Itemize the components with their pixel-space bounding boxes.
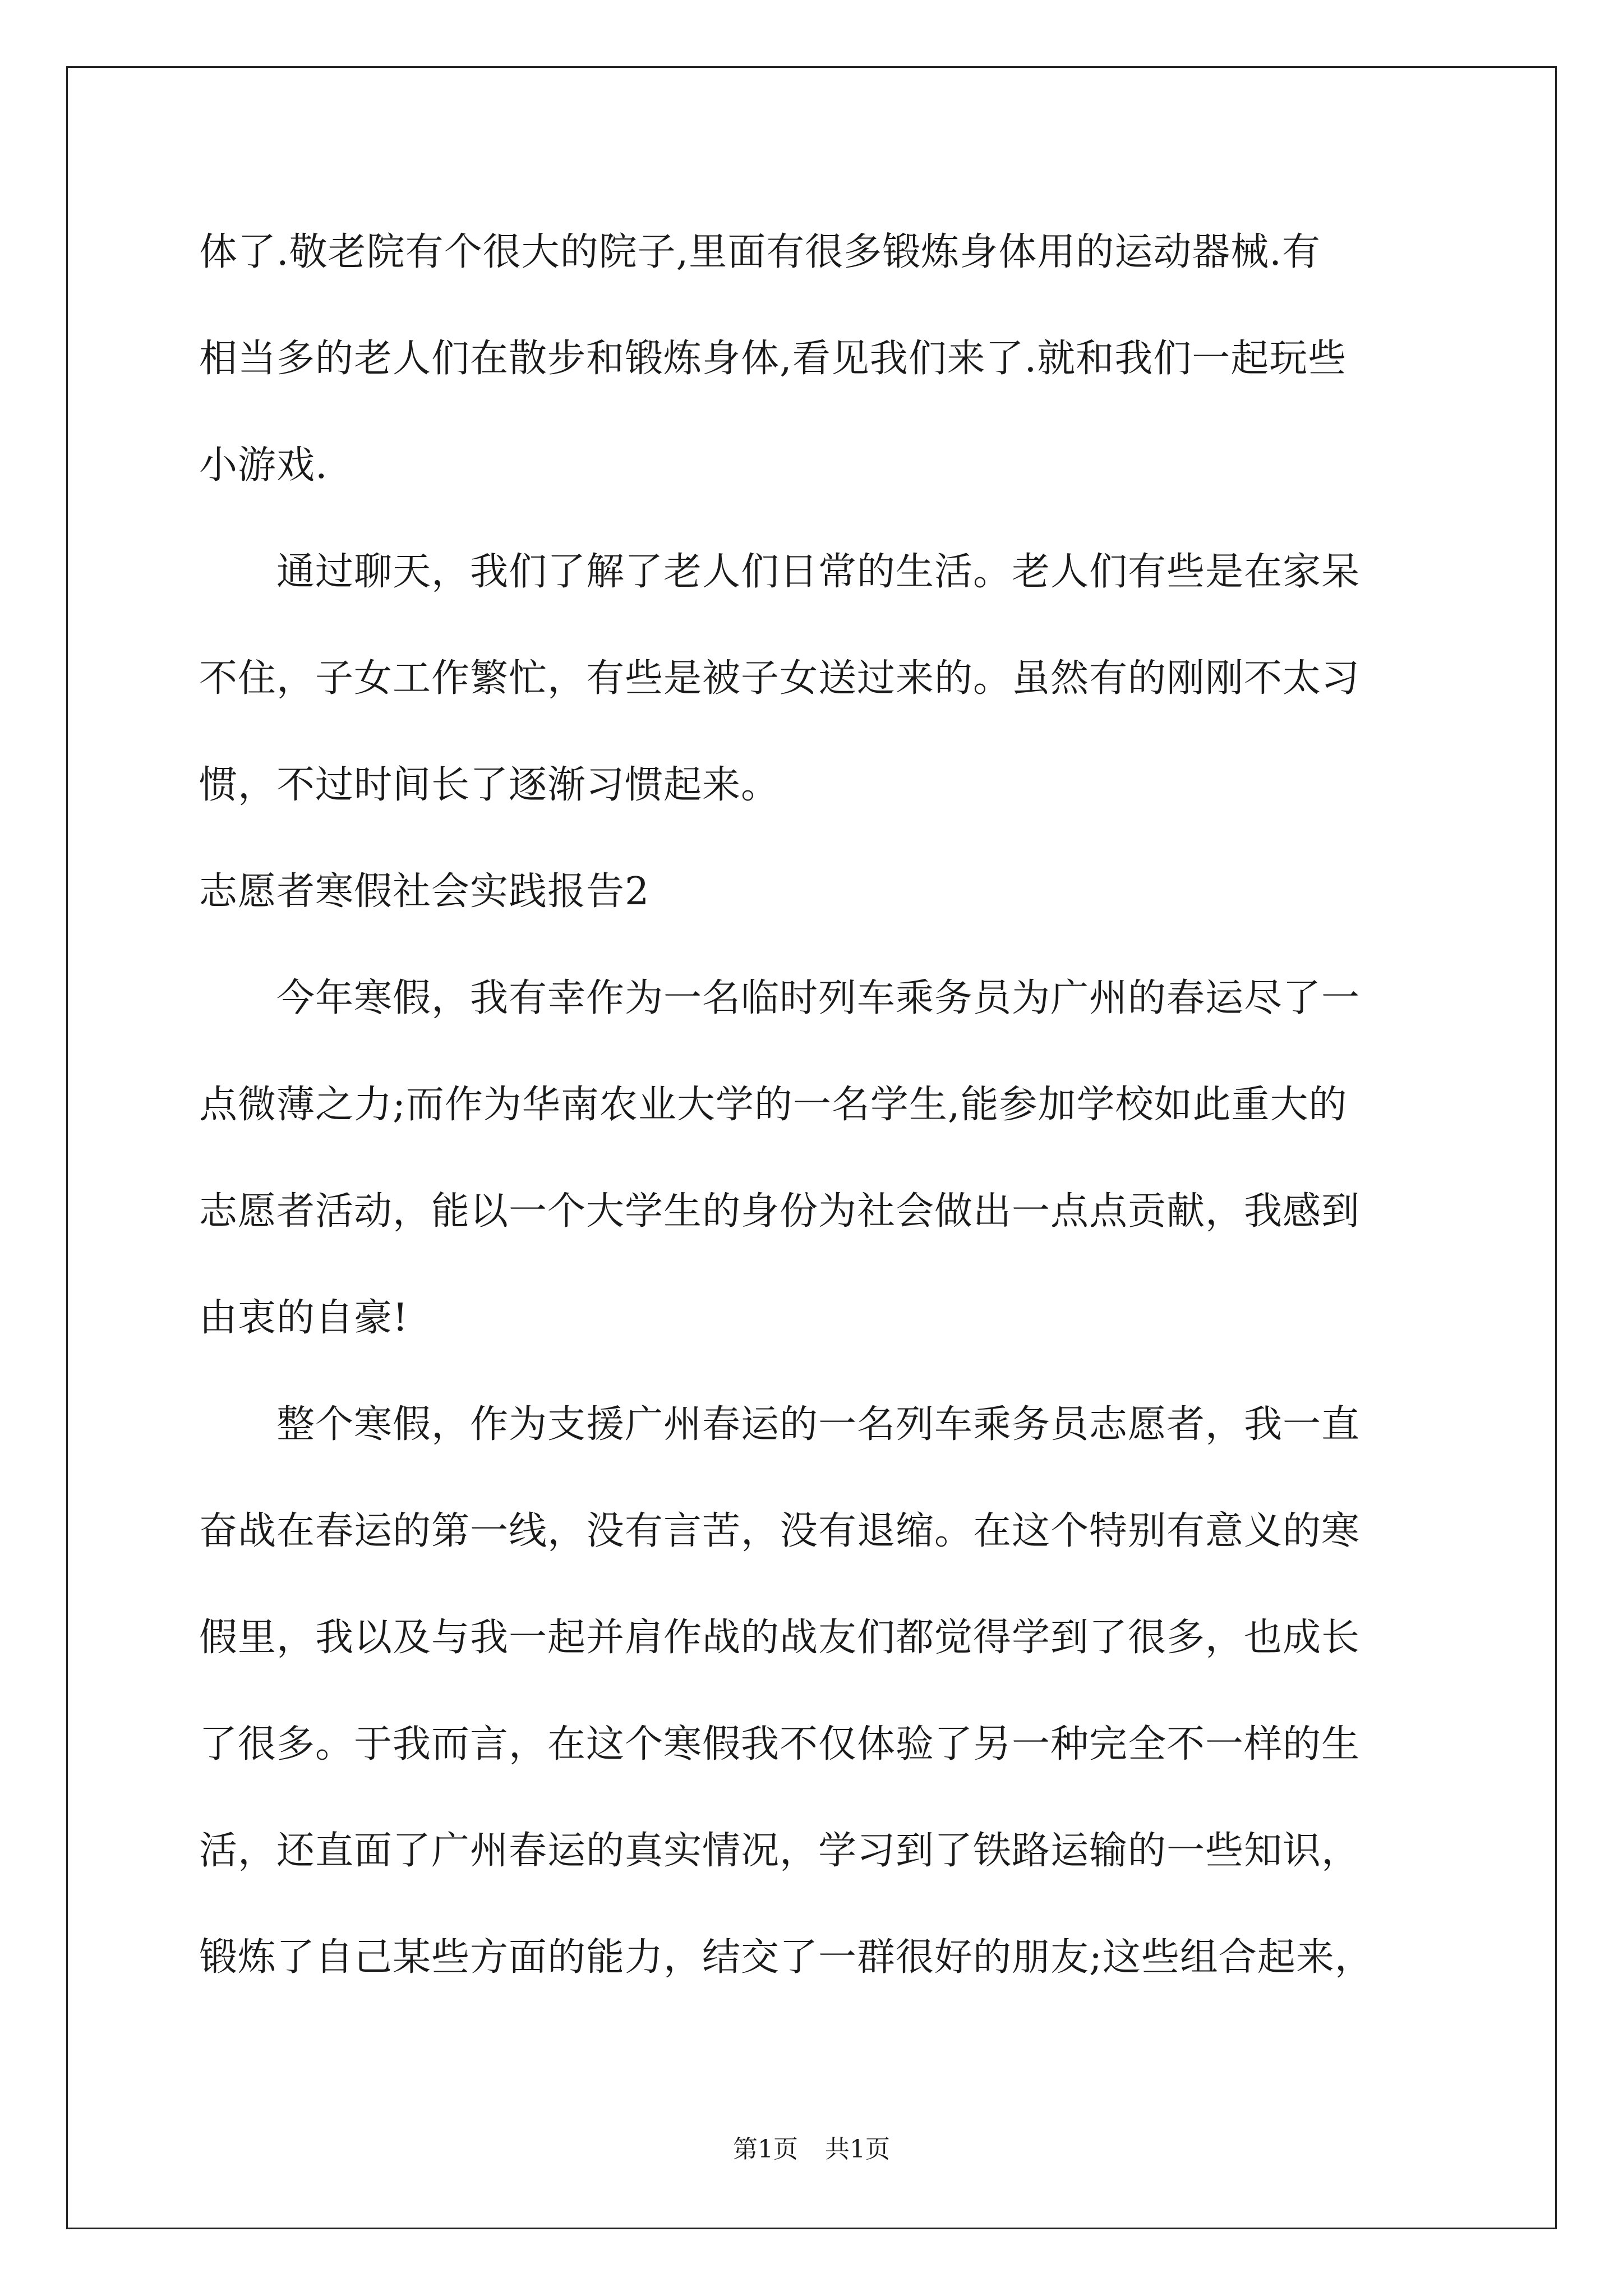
text-line: 锻炼了自己某些方面的能力，结交了一群很好的朋友;这些组合起来， [199, 1935, 1373, 1980]
text-line: 假里，我以及与我一起并肩作战的战友们都觉得学到了很多，也成长 [199, 1616, 1361, 1660]
page-total: 共1页 [825, 2135, 890, 2164]
text-line: 了很多。于我而言，在这个寒假我不仅体验了另一种完全不一样的生 [199, 1722, 1361, 1766]
text-line: 惯，不过时间长了逐渐习惯起来。 [199, 763, 780, 807]
document-body [199, 208, 1427, 2019]
page-number: 第1页 [733, 2135, 798, 2164]
text-line: 志愿者活动，能以一个大学生的身份为社会做出一点点贡献，我感到 [199, 1189, 1361, 1234]
text-line: 整个寒假，作为支援广州春运的一名列车乘务员志愿者，我一直 [199, 1402, 1361, 1447]
text-line: 由衷的自豪! [199, 1296, 409, 1340]
text-line: 今年寒假，我有幸作为一名临时列车乘务员为广州的春运尽了一 [199, 976, 1361, 1020]
text-line: 不住，子女工作繁忙，有些是被子女送过来的。虽然有的刚刚不太习 [199, 656, 1361, 701]
text-line: 相当多的老人们在散步和锻炼身体,看见我们来了.就和我们一起玩些 [199, 337, 1347, 381]
text-line: 通过聊天，我们了解了老人们日常的生活。老人们有些是在家呆 [199, 550, 1361, 594]
text-line: 体了.敬老院有个很大的院子,里面有很多锻炼身体用的运动器械.有 [199, 230, 1321, 274]
text-line: 点微薄之力;而作为华南农业大学的一名学生,能参加学校如此重大的 [199, 1083, 1348, 1127]
page-footer [0, 2129, 1623, 2165]
text-line: 小游戏. [199, 443, 328, 487]
text-line: 奋战在春运的第一线，没有言苦，没有退缩。在这个特别有意义的寒 [199, 1509, 1361, 1553]
text-line: 活，还直面了广州春运的真实情况，学习到了铁路运输的一些知识， [199, 1829, 1361, 1873]
section-title: 志愿者寒假社会实践报告2 [199, 869, 650, 914]
